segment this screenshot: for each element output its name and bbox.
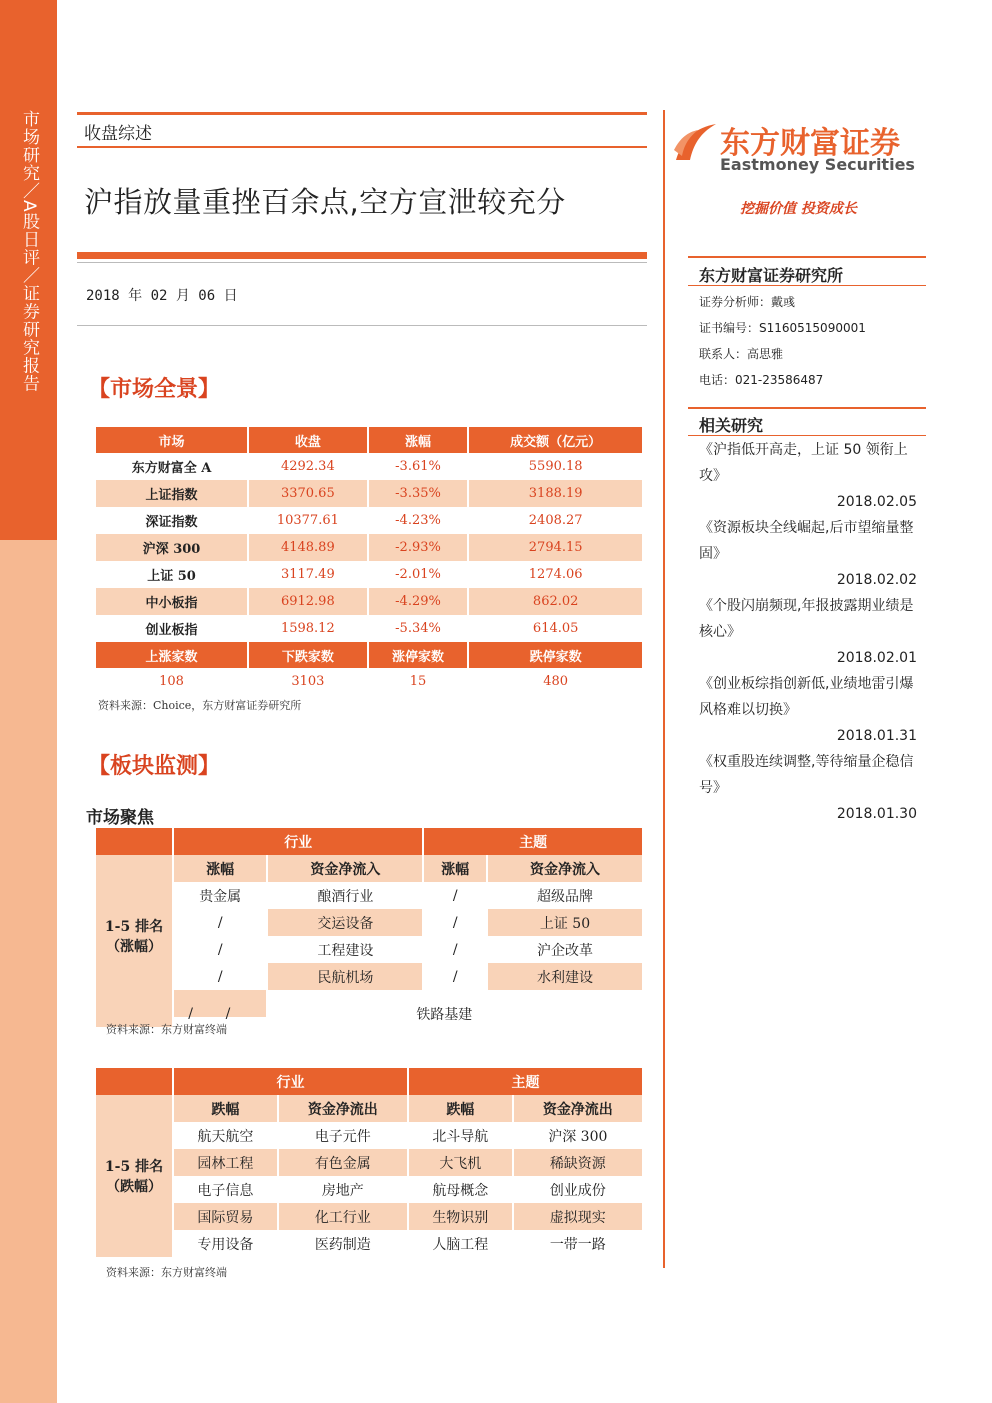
- count-col-header: 下跌家数: [249, 642, 367, 668]
- market-heading: 【市场全景】: [88, 376, 221, 402]
- group-header-theme: 主题: [424, 828, 642, 855]
- cell: /: [225, 1005, 231, 1022]
- related-heading: 相关研究: [699, 416, 764, 435]
- title-thin-rule: [77, 262, 647, 263]
- change-value: -4.23%: [395, 513, 441, 528]
- market-table: [94, 427, 644, 695]
- advancers-count: 108: [159, 674, 184, 689]
- close-value: 3117.49: [280, 567, 335, 582]
- index-name: 东方财富全 A: [131, 461, 212, 476]
- table-row: [96, 1230, 642, 1257]
- cell: 国际贸易: [174, 1203, 277, 1230]
- table-row: [96, 909, 642, 936]
- sidebar-lower-band: [0, 540, 57, 1403]
- sector-up-table: [94, 828, 644, 1017]
- close-value: 10377.61: [276, 513, 339, 528]
- brand-slogan: 挖掘价值 投资成长: [740, 201, 857, 217]
- related-item-date: 2018.02.01: [836, 650, 917, 666]
- analyst-line: 证券分析师：戴彧: [699, 295, 796, 309]
- table-row: [96, 1203, 642, 1230]
- cell: 酿酒行业: [317, 888, 374, 905]
- rank-label-line2: （涨幅）: [106, 939, 162, 955]
- date-rule: [77, 325, 647, 326]
- cell: 水利建设: [488, 963, 642, 990]
- sector-subheading: 市场聚焦: [86, 808, 154, 828]
- index-name: 上证 50: [147, 569, 196, 584]
- change-value: -4.29%: [369, 588, 468, 615]
- cell: 沪深 300: [548, 1128, 608, 1145]
- sub-header: 跌幅: [174, 1095, 277, 1122]
- cell: 北斗导航: [432, 1128, 489, 1145]
- index-name: 深证指数: [145, 515, 198, 530]
- cell: /: [452, 941, 458, 958]
- cell: 工程建设: [317, 942, 374, 959]
- turnover-value: 614.05: [532, 621, 579, 636]
- rank-label: [96, 855, 172, 1017]
- sidebar-category-text: 市场研究／A股日评／证券研究报告: [19, 110, 39, 393]
- close-value: 1598.12: [280, 621, 335, 636]
- change-value: -5.34%: [395, 621, 441, 636]
- index-name: 沪深 300: [96, 534, 247, 561]
- cell: 有色金属: [279, 1149, 407, 1176]
- cell: 人脑工程: [432, 1236, 489, 1253]
- group-header-industry: 行业: [174, 828, 422, 855]
- table-row: [96, 615, 642, 642]
- phone-line: 电话：021-23586487: [699, 373, 824, 387]
- title-rule: [77, 252, 647, 259]
- cell: 专用设备: [197, 1236, 254, 1253]
- count-row: [96, 668, 642, 695]
- market-col-header: 市场: [96, 427, 247, 453]
- count-header-row: [96, 642, 642, 668]
- table-row: [96, 936, 642, 963]
- cell: /: [452, 914, 458, 931]
- turnover-value: 3188.19: [469, 480, 642, 507]
- table-row: [96, 588, 642, 615]
- table-row: [96, 1149, 642, 1176]
- cell: 沪企改革: [536, 942, 593, 959]
- related-item-title[interactable]: 《权重股连续调整,等待缩量企稳信号》: [699, 754, 914, 796]
- count-col-header: 跌停家数: [469, 642, 642, 668]
- brand-name-en: Eastmoney Securities: [720, 155, 915, 174]
- related-item-title[interactable]: 《资源板块全线崛起,后市望缩量整固》: [699, 520, 914, 562]
- index-name: 上证指数: [96, 480, 247, 507]
- table-row: [96, 561, 642, 588]
- index-name: 创业板指: [145, 623, 198, 638]
- rank-label-line1: 1-5 排名: [104, 919, 164, 935]
- cell: /: [188, 1005, 194, 1022]
- cell: /: [217, 941, 223, 958]
- corner-cell: [96, 1068, 172, 1095]
- sub-header: 资金净流入: [268, 855, 422, 882]
- related-item-date: 2018.02.05: [836, 494, 917, 510]
- related-item-date: 2018.02.02: [836, 572, 917, 588]
- cell: 超级品牌: [536, 888, 593, 905]
- sector-down-source: 资料来源：东方财富终端: [106, 1266, 227, 1279]
- related-item-title[interactable]: 《沪指低开高走，上证 50 领衔上攻》: [699, 442, 908, 484]
- table-row: [96, 507, 642, 534]
- cell: 化工行业: [279, 1203, 407, 1230]
- market-col-header: 涨幅: [369, 427, 468, 453]
- rank-label: [96, 1095, 172, 1257]
- sub-header: 资金净流入: [488, 855, 642, 882]
- cell: 虚拟现实: [514, 1203, 642, 1230]
- cell: 稀缺资源: [514, 1149, 642, 1176]
- market-col-header: 收盘: [249, 427, 367, 453]
- sub-header: 涨幅: [174, 855, 266, 882]
- institute-sub-rule: [688, 285, 926, 286]
- header-sub-rule: [77, 146, 647, 148]
- close-value: 3370.65: [249, 480, 367, 507]
- cell: 民航机场: [268, 963, 422, 990]
- count-col-header: 涨停家数: [369, 642, 468, 668]
- table-row: [96, 963, 642, 990]
- cell: 航母概念: [432, 1182, 489, 1199]
- cell: 创业成份: [549, 1182, 606, 1199]
- group-header-theme: 主题: [409, 1068, 642, 1095]
- table-row: [96, 1176, 642, 1203]
- related-item-title[interactable]: 《创业板综指创新低,业绩地雷引爆风格难以切换》: [699, 676, 914, 718]
- corner-cell: [96, 828, 172, 855]
- sub-header: 资金净流出: [279, 1095, 407, 1122]
- related-item-date: 2018.01.31: [836, 728, 917, 744]
- market-source: 资料来源：Choice，东方财富证券研究所: [98, 699, 302, 712]
- limit-up-count: 15: [409, 674, 427, 689]
- close-value: 4148.89: [249, 534, 367, 561]
- institute-top-rule: [688, 256, 926, 258]
- turnover-value: 2408.27: [528, 513, 583, 528]
- market-col-header: 成交额（亿元）: [469, 427, 642, 453]
- sector-heading: 【板块监测】: [88, 753, 221, 779]
- table-row: [96, 1122, 642, 1149]
- table-row: [96, 882, 642, 909]
- sub-header: 资金净流出: [514, 1095, 642, 1122]
- cert-line: 证书编号：S1160515090001: [699, 321, 866, 335]
- cell: 上证 50: [488, 909, 642, 936]
- change-value: -2.01%: [395, 567, 441, 582]
- table-row: [96, 480, 642, 507]
- column-divider: [663, 110, 665, 1268]
- cell: /: [452, 887, 458, 904]
- related-item-title[interactable]: 《个股闪崩频现,年报披露期业绩是核心》: [699, 598, 914, 640]
- change-value: -3.61%: [395, 459, 441, 474]
- brand-name-cn: 东方财富证券: [720, 126, 900, 161]
- cell: 电子信息: [197, 1182, 254, 1199]
- sub-header: 跌幅: [409, 1095, 512, 1122]
- cell: 交运设备: [268, 909, 422, 936]
- rank-label-line1: 1-5 排名: [104, 1159, 164, 1175]
- turnover-value: 1274.06: [528, 567, 583, 582]
- market-header-row: [96, 427, 642, 453]
- related-item-date: 2018.01.30: [836, 806, 917, 822]
- cell: 电子元件: [314, 1128, 371, 1145]
- sub-header: 涨幅: [424, 855, 486, 882]
- decliners-count: 3103: [291, 674, 325, 689]
- turnover-value: 5590.18: [528, 459, 583, 474]
- related-top-rule: [688, 407, 926, 409]
- count-col-header: 上涨家数: [96, 642, 247, 668]
- rank-label-line2: （跌幅）: [106, 1179, 162, 1195]
- table-row: [96, 534, 642, 561]
- cell: 大飞机: [409, 1149, 512, 1176]
- cell: /: [452, 968, 458, 985]
- report-date: 2018 年 02 月 06 日: [86, 288, 238, 304]
- close-value: 4292.34: [280, 459, 335, 474]
- contact-line: 联系人：高思雅: [699, 347, 784, 361]
- cell: 生物识别: [409, 1203, 512, 1230]
- change-value: -3.35%: [369, 480, 468, 507]
- table-row: [96, 453, 642, 480]
- section-label: 收盘综述: [84, 124, 152, 144]
- cell: 贵金属: [199, 888, 242, 905]
- cell: 医药制造: [314, 1236, 371, 1253]
- sector-down-table: [94, 1068, 644, 1257]
- cell: 铁路基建: [416, 1006, 473, 1023]
- limit-down-count: 480: [543, 674, 569, 689]
- institute-heading: 东方财富证券研究所: [699, 266, 844, 285]
- related-sub-rule: [688, 435, 926, 436]
- sector-up-source: 资料来源：东方财富终端: [106, 1023, 227, 1036]
- change-value: -2.93%: [369, 534, 468, 561]
- cell: 一带一路: [549, 1236, 606, 1253]
- header-top-rule: [77, 112, 647, 115]
- index-name: 中小板指: [96, 588, 247, 615]
- cell: 航天航空: [197, 1128, 254, 1145]
- cell: /: [217, 914, 223, 931]
- cell: /: [217, 968, 223, 985]
- cell: 房地产: [321, 1182, 364, 1199]
- brand-logo-icon: [672, 120, 718, 164]
- group-header-industry: 行业: [174, 1068, 407, 1095]
- cell: 园林工程: [174, 1149, 277, 1176]
- page-title: 沪指放量重挫百余点,空方宣泄较充分: [84, 185, 566, 219]
- turnover-value: 2794.15: [469, 534, 642, 561]
- turnover-value: 862.02: [469, 588, 642, 615]
- close-value: 6912.98: [249, 588, 367, 615]
